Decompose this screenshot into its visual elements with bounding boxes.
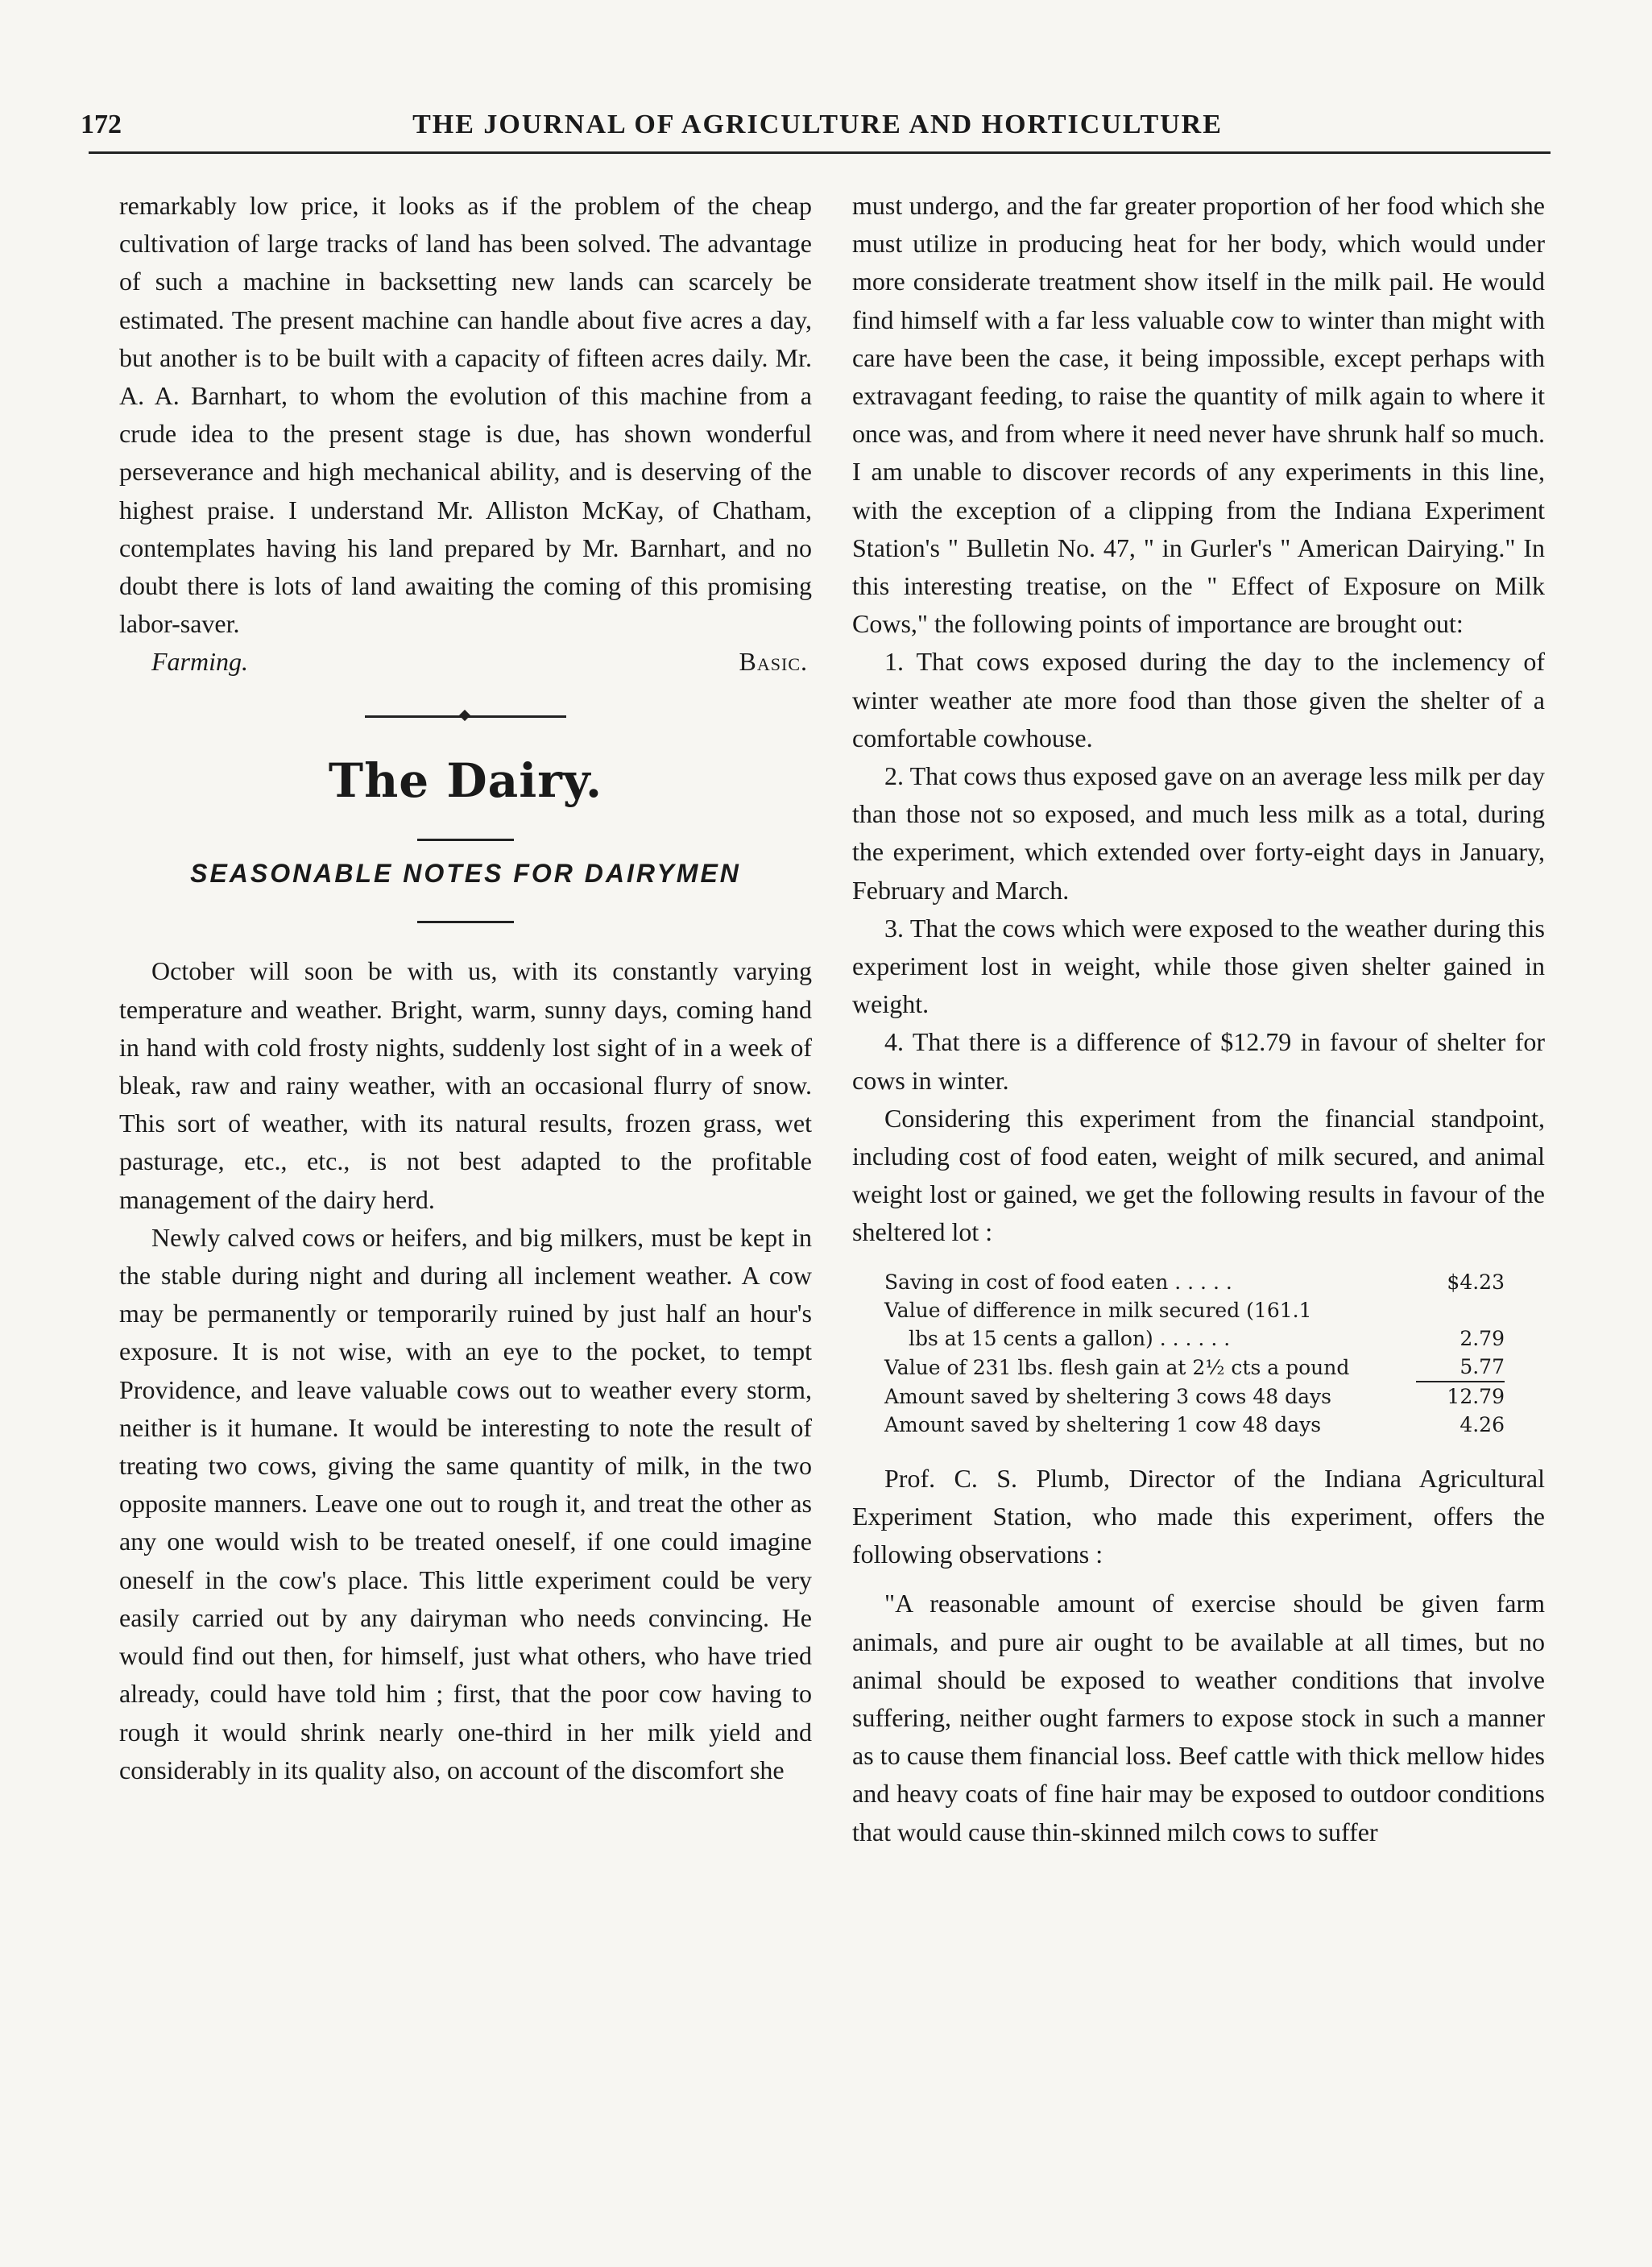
title-rule-top [417,839,514,841]
table-row [884,1411,1505,1439]
table-row [884,1353,1505,1382]
article-paragraph: Prof. C. S. Plumb, Director of the Indiana Agricultural Experiment Station, who made this experiment, offers the following observations : [852,1463,1545,1569]
divider-ornament [459,710,470,721]
running-head [81,110,1555,142]
table-label: lbs at 15 cents a gallon) . . . . . . [909,1326,1231,1350]
table-row [884,1268,1505,1296]
journal-title: THE JOURNAL OF AGRICULTURE AND HORTICULTURE [412,110,1223,139]
table-value: 4.26 [1459,1412,1505,1436]
table-label: Amount saved by sheltering 1 cow 48 days [884,1412,1322,1436]
article-paragraph: must undergo, and the far greater proportion of her food which she must utilize in producing heat for her body, which would under more considerate treatment show itself in the milk pail. He would find himself with a far less valuable cow to winter than might with care have been the case, it being impossible, except perhaps with extravagant feeding, to raise the quantity of milk again to where it once was, and from where it need never have shrunk half so much. I am unable to discover records of any experiments in this line, with the exception of a clipping from the Indiana Experiment Station's " Bulletin No. 47, " in Gurler's " American Dairying." In this interesting treatise, on the " Effect of Exposure on Milk Cows," the following points of importance are brought out: [852,191,1545,639]
section-title: The Dairy. [328,753,603,809]
table-label: Value of difference in milk secured (161.1 [884,1298,1312,1322]
numbered-point: 2. That cows thus exposed gave on an average less milk per day than those not so exposed, and much less milk as a total, during the experiment, which extended over forty-eight days in January, February and March. [852,761,1545,905]
numbered-point: 3. That the cows which were exposed to the weather during this experiment lost in weight, while those given shelter gained in weight. [852,913,1545,1019]
table-value: 2.79 [1459,1326,1505,1350]
numbered-point: 4. That there is a difference of $12.79 in favour of shelter for cows in winter. [852,1027,1545,1095]
page-number: 172 [81,110,122,139]
quoted-paragraph: "A reasonable amount of exercise should be given farm animals, and pure air ought to be available at all times, but no animal should be exposed to weather conditions that involve suffering, neither ought farmers to expose stock in such a manner as to cause them financial loss. Beef cattle with thick mellow hides and heavy coats of fine hair may be exposed to outdoor conditions that would cause thin-skinned milch cows to suffer [852,1589,1545,1846]
title-rule-bottom [417,921,514,923]
savings-table [884,1268,1505,1439]
table-row [884,1382,1505,1411]
signature-line [119,643,812,681]
table-value-empty [1416,1296,1505,1324]
table-value: $4.23 [1447,1270,1505,1294]
section-divider [365,711,566,721]
table-value: 5.77 [1416,1353,1505,1382]
table-label: Saving in cost of food eaten . . . . . [884,1270,1232,1294]
table-row [884,1296,1505,1324]
table-label: Amount saved by sheltering 3 cows 48 days [884,1384,1331,1408]
article-paragraph: Newly calved cows or heifers, and big milkers, must be kept in the stable during night and during all inclement weather. A cow may be permanently or temporarily ruined by just half an hour's exposure. It is not wise, with an eye to the pocket, to tempt Providence, and leave valuable cows out to weather every storm, neither is it humane. It would be interesting to note the result of treating two cows, giving the same quantity of milk, in the two opposite manners. Leave one out to rough it, and treat the other as any one would wish to be treated oneself, if one could imagine oneself in the cow's place. This little experiment could be very easily carried out by any dairyman who needs convincing. He would find out then, for himself, just what others, who have tried already, could have told him ; first, that the poor cow having to rough it would shrink nearly one-third in her milk yield and considerably in its quality also, on account of the discomfort she [119,1222,812,1784]
article-paragraph: October will soon be with us, with its constantly varying temperature and weather. Bright, warm, sunny days, coming hand in hand with cold frosty nights, suddenly lost sight of in a week of bleak, raw and rainy weather, with an occasional flurry of snow. This sort of weather, with its natural results, frozen grass, wet pasturage, etc., etc., is not best adapted to the profitable management of the dairy herd. [119,956,812,1214]
article-paragraph: Considering this experiment from the financial standpoint, including cost of food eaten, weight of milk secured, and animal weight lost or gained, we get the following results in favour of the sheltered lot : [852,1103,1545,1247]
continuation-paragraph: remarkably low price, it looks as if the problem of the cheap cultivation of large tracks of land has been solved. The advantage of such a machine in backsetting new lands can scarcely be estimated. The present machine can handle about five acres a day, but another is to be built with a capacity of fifteen acres daily. Mr. A. A. Barnhart, to whom the evolution of this machine from a crude idea to the present stage is due, has shown wonderful perseverance and high mechanical ability, and is deserving of the highest praise. I understand Mr. Alliston McKay, of Chatham, contemplates having his land prepared by Mr. Barnhart, and no doubt there is lots of land awaiting the coming of this promising labor-saver. [119,191,812,639]
author-signature: Basic. [739,647,808,677]
table-row [884,1324,1505,1353]
table-label: Value of 231 lbs. flesh gain at 2½ cts a pound [884,1355,1350,1379]
header-rule [89,151,1551,154]
article-title: SEASONABLE NOTES FOR DAIRYMEN [190,859,741,889]
source-credit: Farming. [151,647,248,677]
right-column [852,187,1545,1851]
numbered-point: 1. That cows exposed during the day to the inclemency of winter weather ate more food than those given the shelter of a comfortable cowhouse. [852,647,1545,752]
table-value: 12.79 [1447,1384,1505,1408]
left-column [119,187,812,1789]
